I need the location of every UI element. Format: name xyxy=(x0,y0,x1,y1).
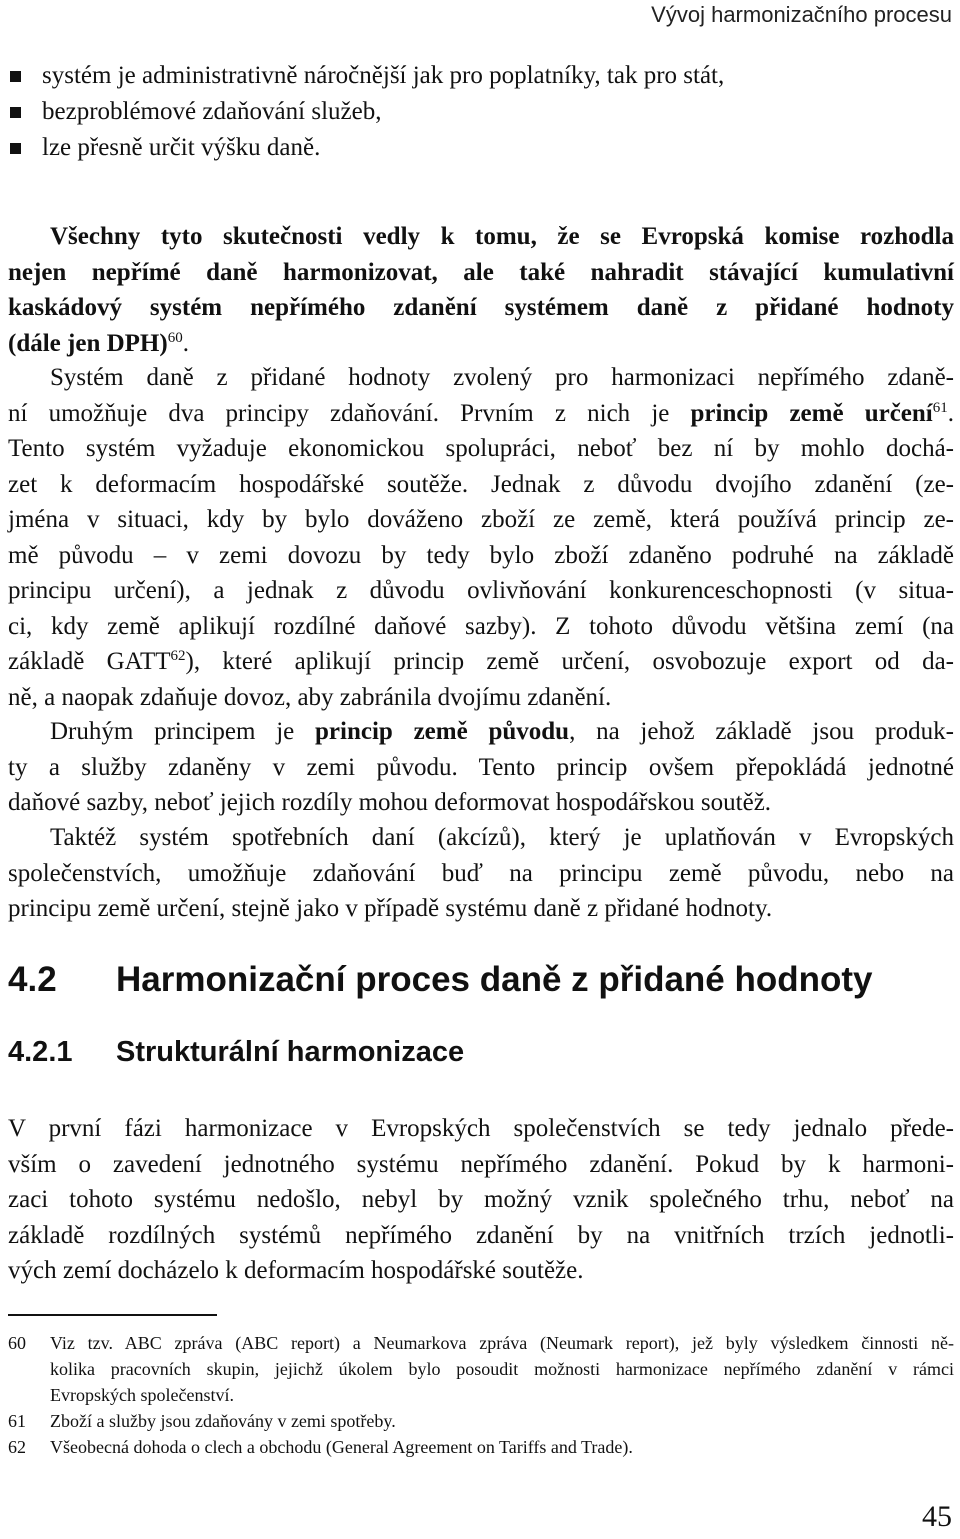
footnote-number: 60 xyxy=(8,1333,26,1353)
footnotes xyxy=(8,1330,954,1460)
paragraph-structural xyxy=(8,1111,954,1289)
footnote-ref: 61 xyxy=(932,399,948,416)
text-line: Tento systém vyžaduje ekonomickou spolupráci, neboť bez ní by mohlo dochá- xyxy=(8,435,954,462)
text-line: Všechny tyto skutečnosti vedly k tomu, že se Evropská komise rozhodla xyxy=(50,223,954,250)
text-line: ty a služby zdaněny v zemi původu. Tento princip ovšem přepokládá jednotné xyxy=(8,753,954,781)
text-line: Systém daně z přidané hodnoty zvolený pro harmonizaci nepřímého zdaně- xyxy=(50,364,954,391)
term-destination-principle: princip země určení xyxy=(690,399,933,427)
footnote-ref: 60 xyxy=(167,329,183,346)
text-line: V první fázi harmonizace v Evropských společenstvích se tedy jednalo přede- xyxy=(8,1115,954,1142)
footnote xyxy=(8,1330,954,1408)
section-title: Harmonizační proces daně z přidané hodnoty xyxy=(116,960,873,999)
text-line: základě rozdílných systémů nepřímého zdanění by na vnitřních trzích jednotli- xyxy=(8,1221,954,1249)
footnote-divider xyxy=(8,1314,217,1316)
text-line: vším o zavedení jednotného systému nepřímého zdanění. Pokud by k harmoni- xyxy=(8,1150,954,1178)
text-line: základě GATT$^{62}$), které aplikují princip země určení, osvobozuje export od da- xyxy=(8,648,954,675)
subsection-number: 4.2.1 xyxy=(8,1036,73,1068)
bullet-text: systém je administrativně náročnější jak pro poplatníky, tak pro stát, xyxy=(42,62,725,89)
bullet-text: lze přesně určit výšku daně. xyxy=(42,134,321,161)
text-line: ní umožňuje dva principy zdaňování. Prvním z nich je princip země určení$^{61}$. xyxy=(8,399,955,427)
footnote-line: Evropských společenství. xyxy=(50,1385,234,1405)
bullet-item xyxy=(10,58,950,94)
footnote-ref: 62 xyxy=(170,648,186,664)
page-number: 45 xyxy=(922,1500,952,1533)
section-number: 4.2 xyxy=(8,960,57,999)
bullet-item xyxy=(10,94,950,130)
footnote-line: Zboží a služby jsou zdaňovány v zemi spotřeby. xyxy=(50,1411,396,1431)
text-line: ně, a naopak zdaňuje dovoz, aby zabránila dvojímu zdanění. xyxy=(8,683,612,711)
bullet-square-icon xyxy=(10,143,21,154)
text-line: společenstvích, umožňuje zdaňování buď na principu země původu, nebo na xyxy=(8,859,954,887)
text-line: principu určení), a jednak z důvodu ovlivňování konkurenceschopnosti (v situa- xyxy=(8,577,954,604)
section-heading xyxy=(8,960,873,1000)
subsection-title: Strukturální harmonizace xyxy=(116,1036,465,1068)
text-line: (dále jen DPH)$^{60}$. xyxy=(8,329,189,357)
text-line: Druhým principem je princip země původu, na jehož základě jsou produk- xyxy=(50,718,954,745)
text-line: Taktéž systém spotřebních daní (akcízů), který je uplatňován v Evropských xyxy=(50,824,954,851)
text-line: kaskádový systém nepřímého zdanění systémem daně z přidané hodnoty xyxy=(8,294,954,321)
text-line: nejen nepřímé daně harmonizovat, ale také nahradit stávající kumulativní xyxy=(8,258,954,286)
footnote-line: kolika pracovních skupin, jejichž úkolem bylo posoudit možnosti harmonizace nepřímého zdanění v rámci xyxy=(50,1359,954,1379)
footnote-number: 61 xyxy=(8,1411,26,1431)
term-origin-principle: princip země původu xyxy=(315,718,570,745)
bullet-text: bezproblémové zdaňování služeb, xyxy=(42,98,382,125)
text-line: jména v situaci, kdy by bylo dováženo zboží ze země, která používá princip ze- xyxy=(8,506,954,533)
footnote-number: 62 xyxy=(8,1437,26,1457)
paragraph-excise xyxy=(8,820,954,927)
subsection-heading xyxy=(8,1036,464,1069)
text-line: vých zemí docházelo k deformacím hospodářské soutěže. xyxy=(8,1257,584,1284)
bullet-square-icon xyxy=(10,107,21,118)
bullet-item xyxy=(10,130,950,166)
paragraph-origin-principle xyxy=(8,714,954,821)
text-line: daňové sazby, neboť jejich rozdíly mohou deformovat hospodářskou soutěž. xyxy=(8,789,772,816)
bullet-square-icon xyxy=(10,71,21,82)
running-header: Vývoj harmonizačního procesu xyxy=(651,2,952,27)
text-line: zaci tohoto systému nedošlo, nebyl by možný vznik společného trhu, neboť na xyxy=(8,1186,954,1213)
paragraph-destination-principle xyxy=(8,360,954,715)
text-line: principu země určení, stejně jako v případě systému daně z přidané hodnoty. xyxy=(8,895,773,922)
bullet-list xyxy=(10,58,950,166)
text-line: ci, kdy země aplikují rozdílné daňové sazby). Z tohoto důvodu většina zemí (na xyxy=(8,612,954,640)
footnote-line: Viz tzv. ABC zpráva (ABC report) a Neumarkova zpráva (Neumark report), jež byly výsledkem činnosti ně- xyxy=(50,1333,954,1353)
text-line: zet k deformacím hospodářské soutěže. Jednak z důvodu dvojího zdanění (ze- xyxy=(8,470,954,498)
paragraph-bold-intro xyxy=(8,219,954,361)
footnote xyxy=(8,1434,954,1460)
text-line: mě původu – v zemi dovozu by tedy bylo zboží zdaněno podruhé na základě xyxy=(8,541,954,569)
footnote xyxy=(8,1408,954,1434)
footnote-line: Všeobecná dohoda o clech a obchodu (General Agreement on Tariffs and Trade). xyxy=(50,1437,633,1457)
